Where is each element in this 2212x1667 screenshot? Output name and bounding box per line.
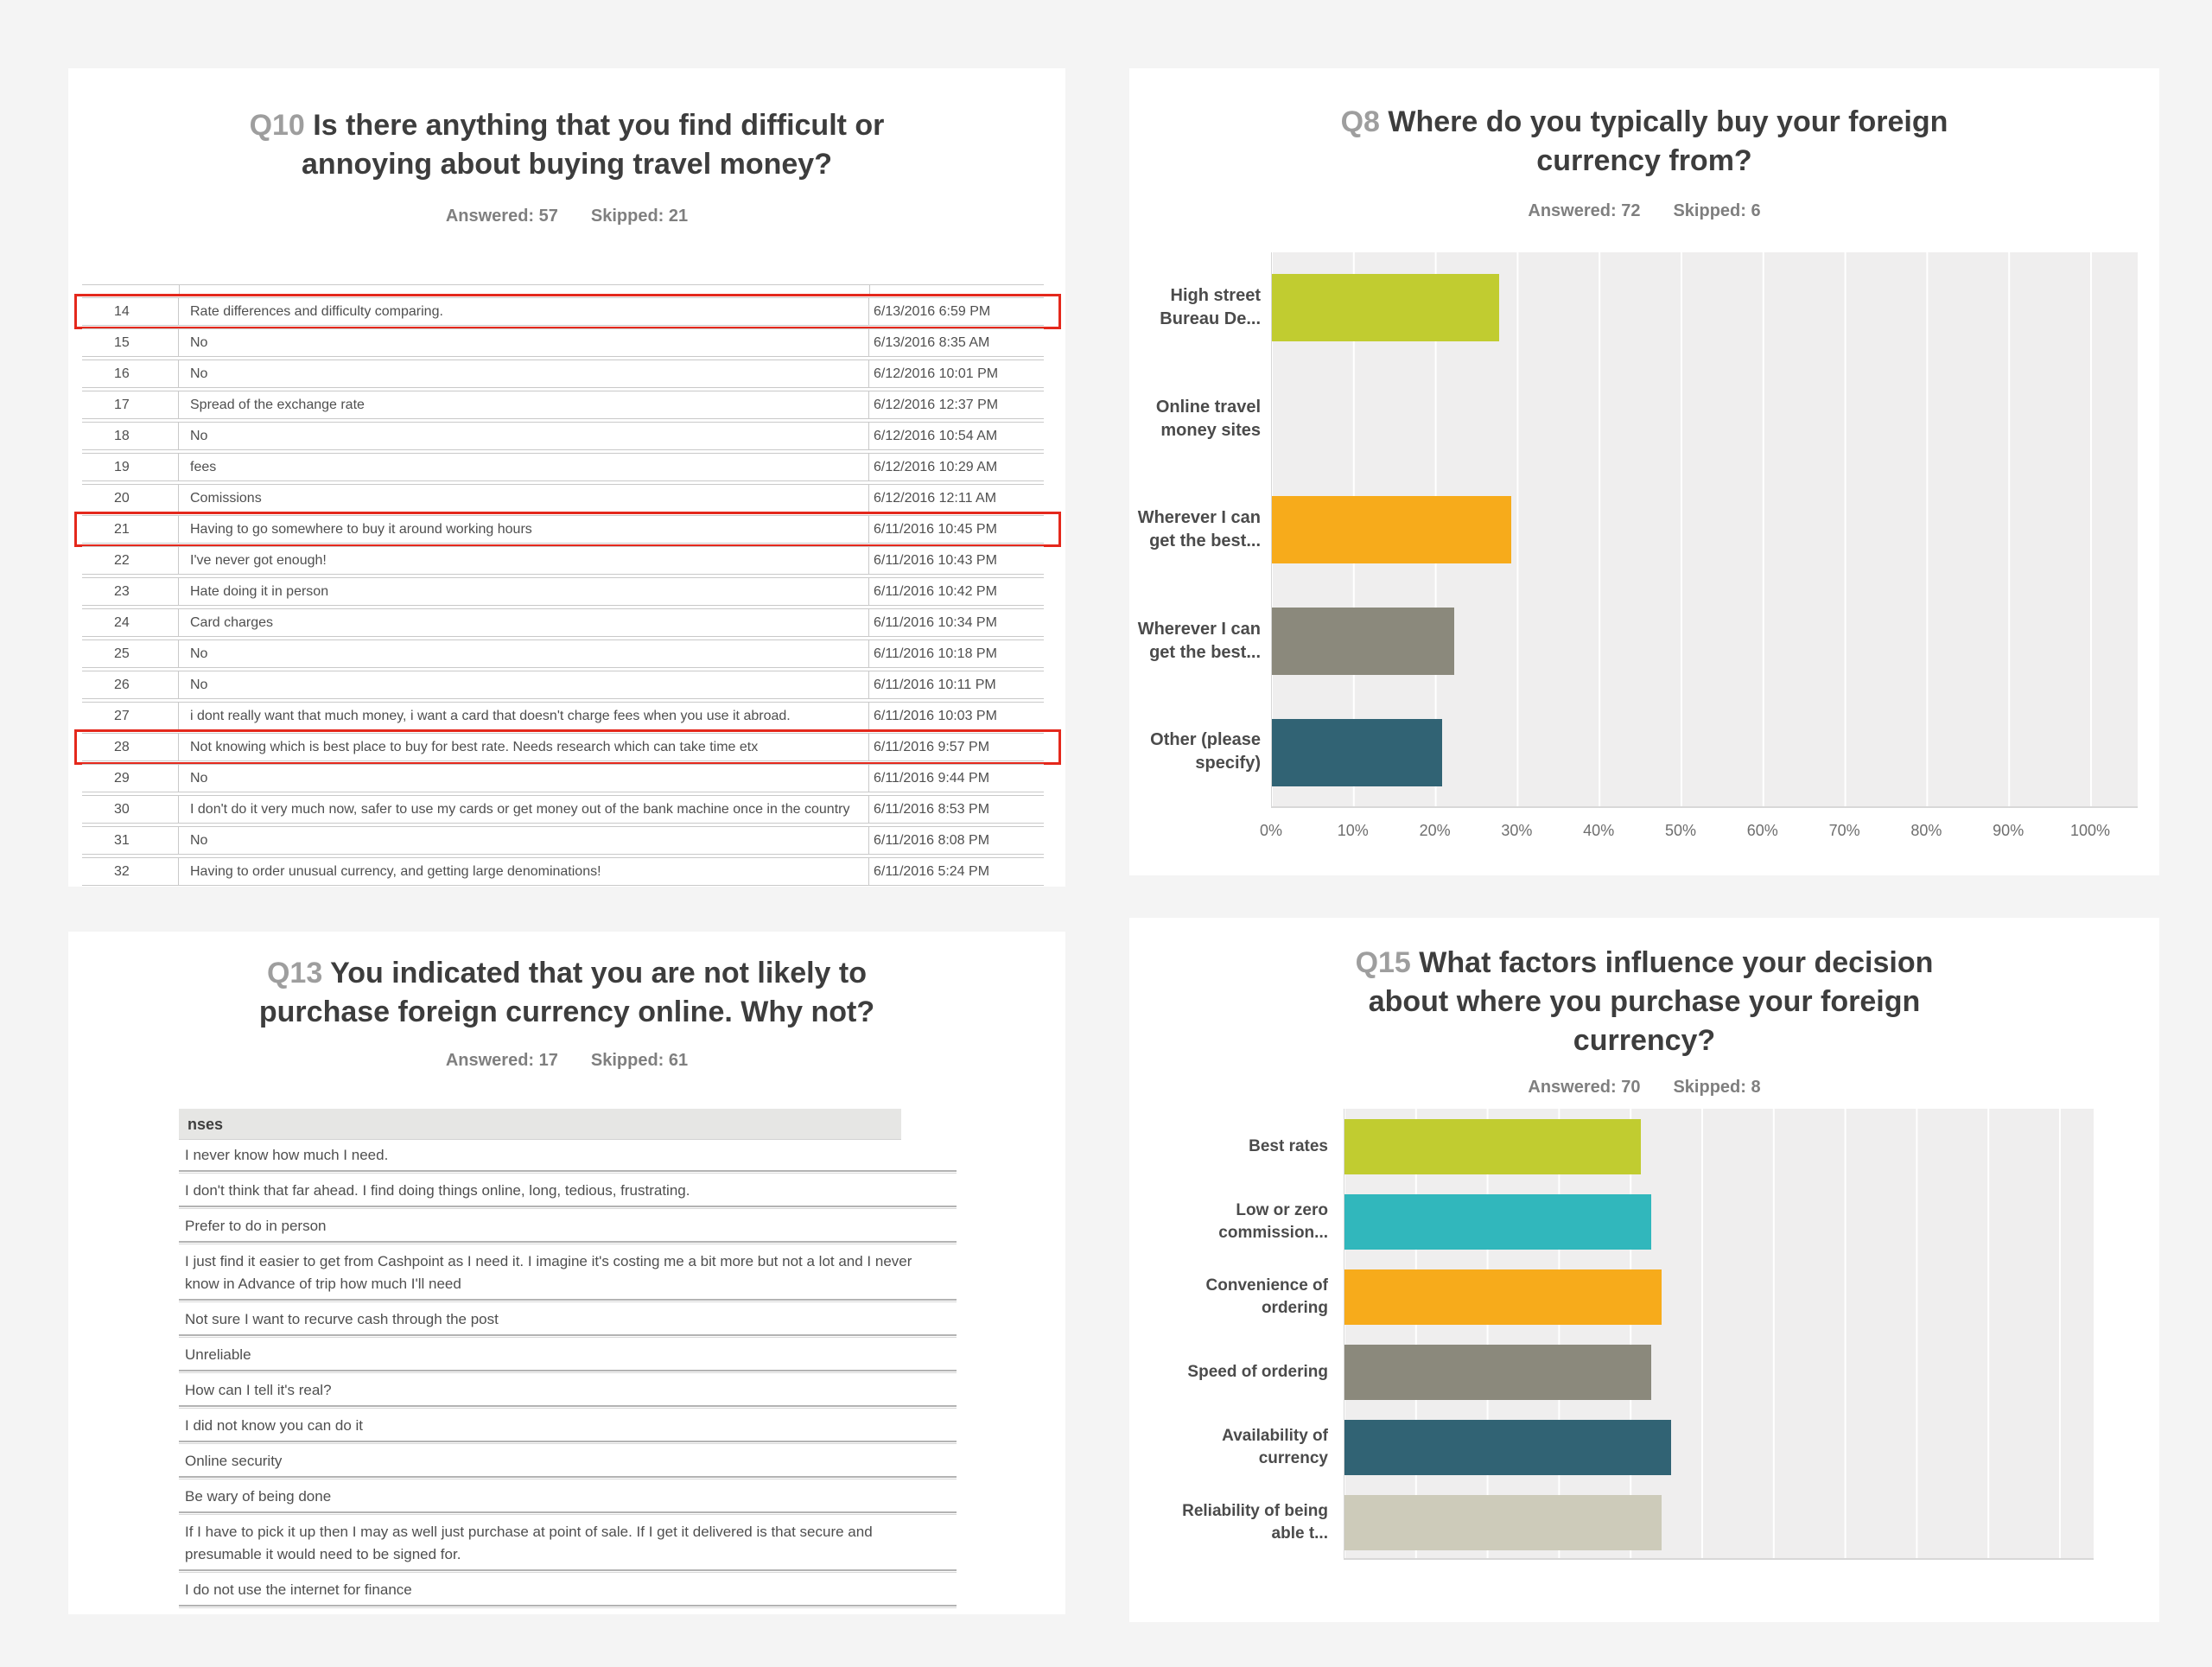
row-number: 16 — [82, 360, 179, 387]
list-item: I don't think that far ahead. I find doing things online, long, tedious, frustrating. — [179, 1175, 957, 1207]
q15-category-label: Reliability of being able t... — [1182, 1502, 1328, 1543]
x-tick: 20% — [1419, 822, 1451, 839]
q10-title — [208, 68, 925, 184]
q8-category-label: High street Bureau De... — [1160, 286, 1261, 328]
bar-best-rates[interactable] — [1344, 1119, 1641, 1174]
row-date: 6/11/2016 5:24 PM — [874, 864, 990, 879]
q8-skipped-count: Skipped: 6 — [1673, 201, 1761, 220]
q13-responses-list — [179, 1140, 957, 1610]
x-tick: 60% — [1746, 822, 1778, 839]
bar-high-street-bureau[interactable] — [1272, 274, 1499, 341]
q13-title-text: You indicated that you are not likely to purchase foreign currency online. Why not? — [258, 957, 875, 1028]
q13-stats — [68, 1051, 1065, 1071]
row-response: Having to order unusual currency, and getting large denominations! — [179, 858, 869, 885]
q10-skipped-count: Skipped: 21 — [590, 207, 689, 226]
table-row — [82, 733, 1044, 761]
x-tick: 100% — [2069, 822, 2111, 839]
x-tick: 30% — [1501, 822, 1533, 839]
q10-answered-count: Answered: 57 — [445, 207, 558, 226]
row-date: 6/11/2016 10:03 PM — [874, 709, 997, 723]
row-response: No — [179, 765, 869, 792]
row-response: No — [179, 640, 869, 667]
row-number: 21 — [82, 516, 179, 543]
table-row — [82, 702, 1044, 730]
list-item: I do not use the internet for finance — [179, 1575, 957, 1607]
q13-question-number: Q13 — [266, 957, 323, 989]
list-item: Be wary of being done — [179, 1481, 957, 1513]
row-response: I don't do it very much now, safer to use my cards or get money out of the bank machine once in the country — [179, 796, 869, 823]
panel-q10-open-responses — [68, 68, 1065, 887]
bar-reliability-of-being-able[interactable] — [1344, 1495, 1662, 1550]
q8-plot-area — [1271, 252, 2138, 808]
q15-category-label: Low or zero commission... — [1218, 1201, 1328, 1242]
q15-category-label: Availability of currency — [1222, 1427, 1328, 1467]
q15-question-number: Q15 — [1355, 946, 1411, 979]
row-date: 6/12/2016 10:01 PM — [874, 366, 999, 381]
table-row — [82, 328, 1044, 357]
bar-speed-of-ordering[interactable] — [1344, 1345, 1651, 1400]
table-row — [82, 391, 1044, 419]
row-number: 17 — [82, 391, 179, 418]
q8-x-axis — [1259, 822, 2138, 848]
row-response: Rate differences and difficulty comparing. — [179, 298, 869, 325]
q8-stats — [1129, 201, 2159, 221]
list-item: How can I tell it's real? — [179, 1375, 957, 1407]
list-item: Unreliable — [179, 1339, 957, 1371]
q15-category-label: Speed of ordering — [1187, 1363, 1328, 1381]
q10-responses-table — [82, 284, 1044, 888]
row-date: 6/13/2016 6:59 PM — [874, 304, 991, 319]
row-date: 6/11/2016 9:57 PM — [874, 740, 990, 754]
q13-skipped-count: Skipped: 61 — [590, 1051, 689, 1070]
q15-category-label: Best rates — [1249, 1137, 1328, 1155]
row-response: Not knowing which is best place to buy for best rate. Needs research which can take time etx — [179, 734, 869, 760]
row-number: 28 — [82, 734, 179, 760]
table-row — [82, 671, 1044, 699]
row-number: 26 — [82, 671, 179, 698]
panel-q15-bar-chart — [1129, 918, 2159, 1622]
table-row — [82, 577, 1044, 606]
row-date: 6/11/2016 8:08 PM — [874, 833, 990, 848]
table-row — [82, 795, 1044, 824]
row-response: No — [179, 423, 869, 449]
row-number: 14 — [82, 298, 179, 325]
q13-answered-count: Answered: 17 — [445, 1051, 558, 1070]
row-date: 6/11/2016 10:42 PM — [874, 584, 997, 599]
row-response: No — [179, 360, 869, 387]
list-item: Prefer to do in person — [179, 1211, 957, 1243]
x-tick: 70% — [1828, 822, 1860, 839]
row-date: 6/13/2016 8:35 AM — [874, 335, 990, 350]
row-date: 6/11/2016 10:34 PM — [874, 615, 997, 630]
table-row — [82, 422, 1044, 450]
table-row — [82, 546, 1044, 575]
row-date: 6/11/2016 8:53 PM — [874, 802, 990, 817]
list-item: Not sure I want to recurve cash through the post — [179, 1304, 957, 1336]
row-date: 6/11/2016 10:43 PM — [874, 553, 997, 568]
row-number: 18 — [82, 423, 179, 449]
row-date: 6/11/2016 10:11 PM — [874, 678, 996, 692]
row-response: No — [179, 329, 869, 356]
x-tick: 80% — [1910, 822, 1942, 839]
row-response: No — [179, 827, 869, 854]
q15-title — [1333, 918, 1955, 1060]
q8-question-number: Q8 — [1340, 105, 1380, 138]
row-number: 25 — [82, 640, 179, 667]
row-response: Hate doing it in person — [179, 578, 869, 605]
q13-title — [221, 932, 912, 1032]
q8-bar-scale — [1272, 252, 2091, 806]
list-item: If I have to pick it up then I may as well just purchase at point of sale. If I get it delivered is that secure and presumable it would need to be signed for. — [179, 1517, 957, 1571]
table-row — [82, 764, 1044, 792]
q10-question-number: Q10 — [249, 109, 305, 142]
x-tick: 0% — [1259, 822, 1283, 839]
row-response: No — [179, 671, 869, 698]
panel-q8-bar-chart — [1129, 68, 2159, 875]
q13-responses-header-clipped: nses — [179, 1109, 901, 1140]
row-number: 29 — [82, 765, 179, 792]
bar-wherever-best-2[interactable] — [1272, 608, 1454, 675]
row-response: fees — [179, 454, 869, 480]
q8-answered-count: Answered: 72 — [1528, 201, 1641, 220]
list-item: I never know how much I need. — [179, 1140, 957, 1172]
q8-category-label: Wherever I can get the best... — [1137, 620, 1261, 662]
row-number: 32 — [82, 858, 179, 885]
q8-category-label: Online travel money sites — [1155, 398, 1261, 440]
q15-plot-area — [1344, 1109, 2094, 1560]
q15-bar-scale — [1344, 1109, 2060, 1558]
q8-title-text: Where do you typically buy your foreign currency from? — [1388, 105, 1948, 177]
q10-stats — [68, 207, 1065, 226]
q15-answered-count: Answered: 70 — [1528, 1078, 1641, 1097]
bar-other-please-specify[interactable] — [1272, 719, 1442, 786]
q15-stats — [1129, 1078, 2159, 1098]
table-row — [82, 359, 1044, 388]
row-response: i dont really want that much money, i want a card that doesn't charge fees when you use it abroad. — [179, 703, 869, 729]
table-row — [82, 297, 1044, 326]
row-date: 6/12/2016 10:54 AM — [874, 429, 998, 443]
row-response: Having to go somewhere to buy it around working hours — [179, 516, 869, 543]
row-number: 23 — [82, 578, 179, 605]
bar-wherever-best-1[interactable] — [1272, 496, 1511, 563]
table-row — [82, 639, 1044, 668]
row-date: 6/11/2016 9:44 PM — [874, 771, 990, 786]
row-number: 19 — [82, 454, 179, 480]
table-row — [82, 826, 1044, 855]
table-row — [82, 453, 1044, 481]
panel-q13-open-responses — [68, 932, 1065, 1614]
table-row-partial — [82, 284, 1044, 296]
row-date: 6/11/2016 10:18 PM — [874, 646, 997, 661]
row-response: Card charges — [179, 609, 869, 636]
row-number: 22 — [82, 547, 179, 574]
q8-category-label: Other (please specify) — [1150, 730, 1261, 773]
q15-skipped-count: Skipped: 8 — [1673, 1078, 1761, 1097]
row-response: Comissions — [179, 485, 869, 512]
list-item: I just find it easier to get from Cashpoint as I need it. I imagine it's costing me a bit more but not a lot and I never know in Advance of trip how much I'll need — [179, 1246, 957, 1301]
table-row — [82, 608, 1044, 637]
row-response: Spread of the exchange rate — [179, 391, 869, 418]
row-date: 6/11/2016 10:45 PM — [874, 522, 997, 537]
x-tick: 50% — [1664, 822, 1697, 839]
row-date: 6/12/2016 12:11 AM — [874, 491, 997, 506]
row-number: 24 — [82, 609, 179, 636]
row-number: 20 — [82, 485, 179, 512]
bar-low-or-zero-commission[interactable] — [1344, 1194, 1651, 1250]
q8-category-label: Wherever I can get the best... — [1137, 508, 1261, 550]
list-item: I did not know you can do it — [179, 1410, 957, 1442]
q15-title-text: What factors influence your decision about where you purchase your foreign currency? — [1368, 946, 1934, 1057]
row-number: 27 — [82, 703, 179, 729]
q8-title — [1307, 68, 1981, 181]
x-tick: 10% — [1337, 822, 1369, 839]
row-number: 15 — [82, 329, 179, 356]
list-item: Online security — [179, 1446, 957, 1478]
bar-convenience-of-ordering[interactable] — [1344, 1269, 1662, 1325]
row-response: I've never got enough! — [179, 547, 869, 574]
q15-category-label: Convenience of ordering — [1205, 1276, 1328, 1317]
table-row — [82, 515, 1044, 544]
row-date: 6/12/2016 10:29 AM — [874, 460, 998, 474]
row-number: 31 — [82, 827, 179, 854]
q10-title-text: Is there anything that you find difficult or annoying about buying travel money? — [302, 109, 885, 181]
bar-availability-of-currency[interactable] — [1344, 1420, 1671, 1475]
table-row — [82, 857, 1044, 886]
table-row — [82, 484, 1044, 512]
row-date: 6/12/2016 12:37 PM — [874, 398, 999, 412]
x-tick: 90% — [1993, 822, 2024, 839]
row-number: 30 — [82, 796, 179, 823]
x-tick: 40% — [1583, 822, 1615, 839]
